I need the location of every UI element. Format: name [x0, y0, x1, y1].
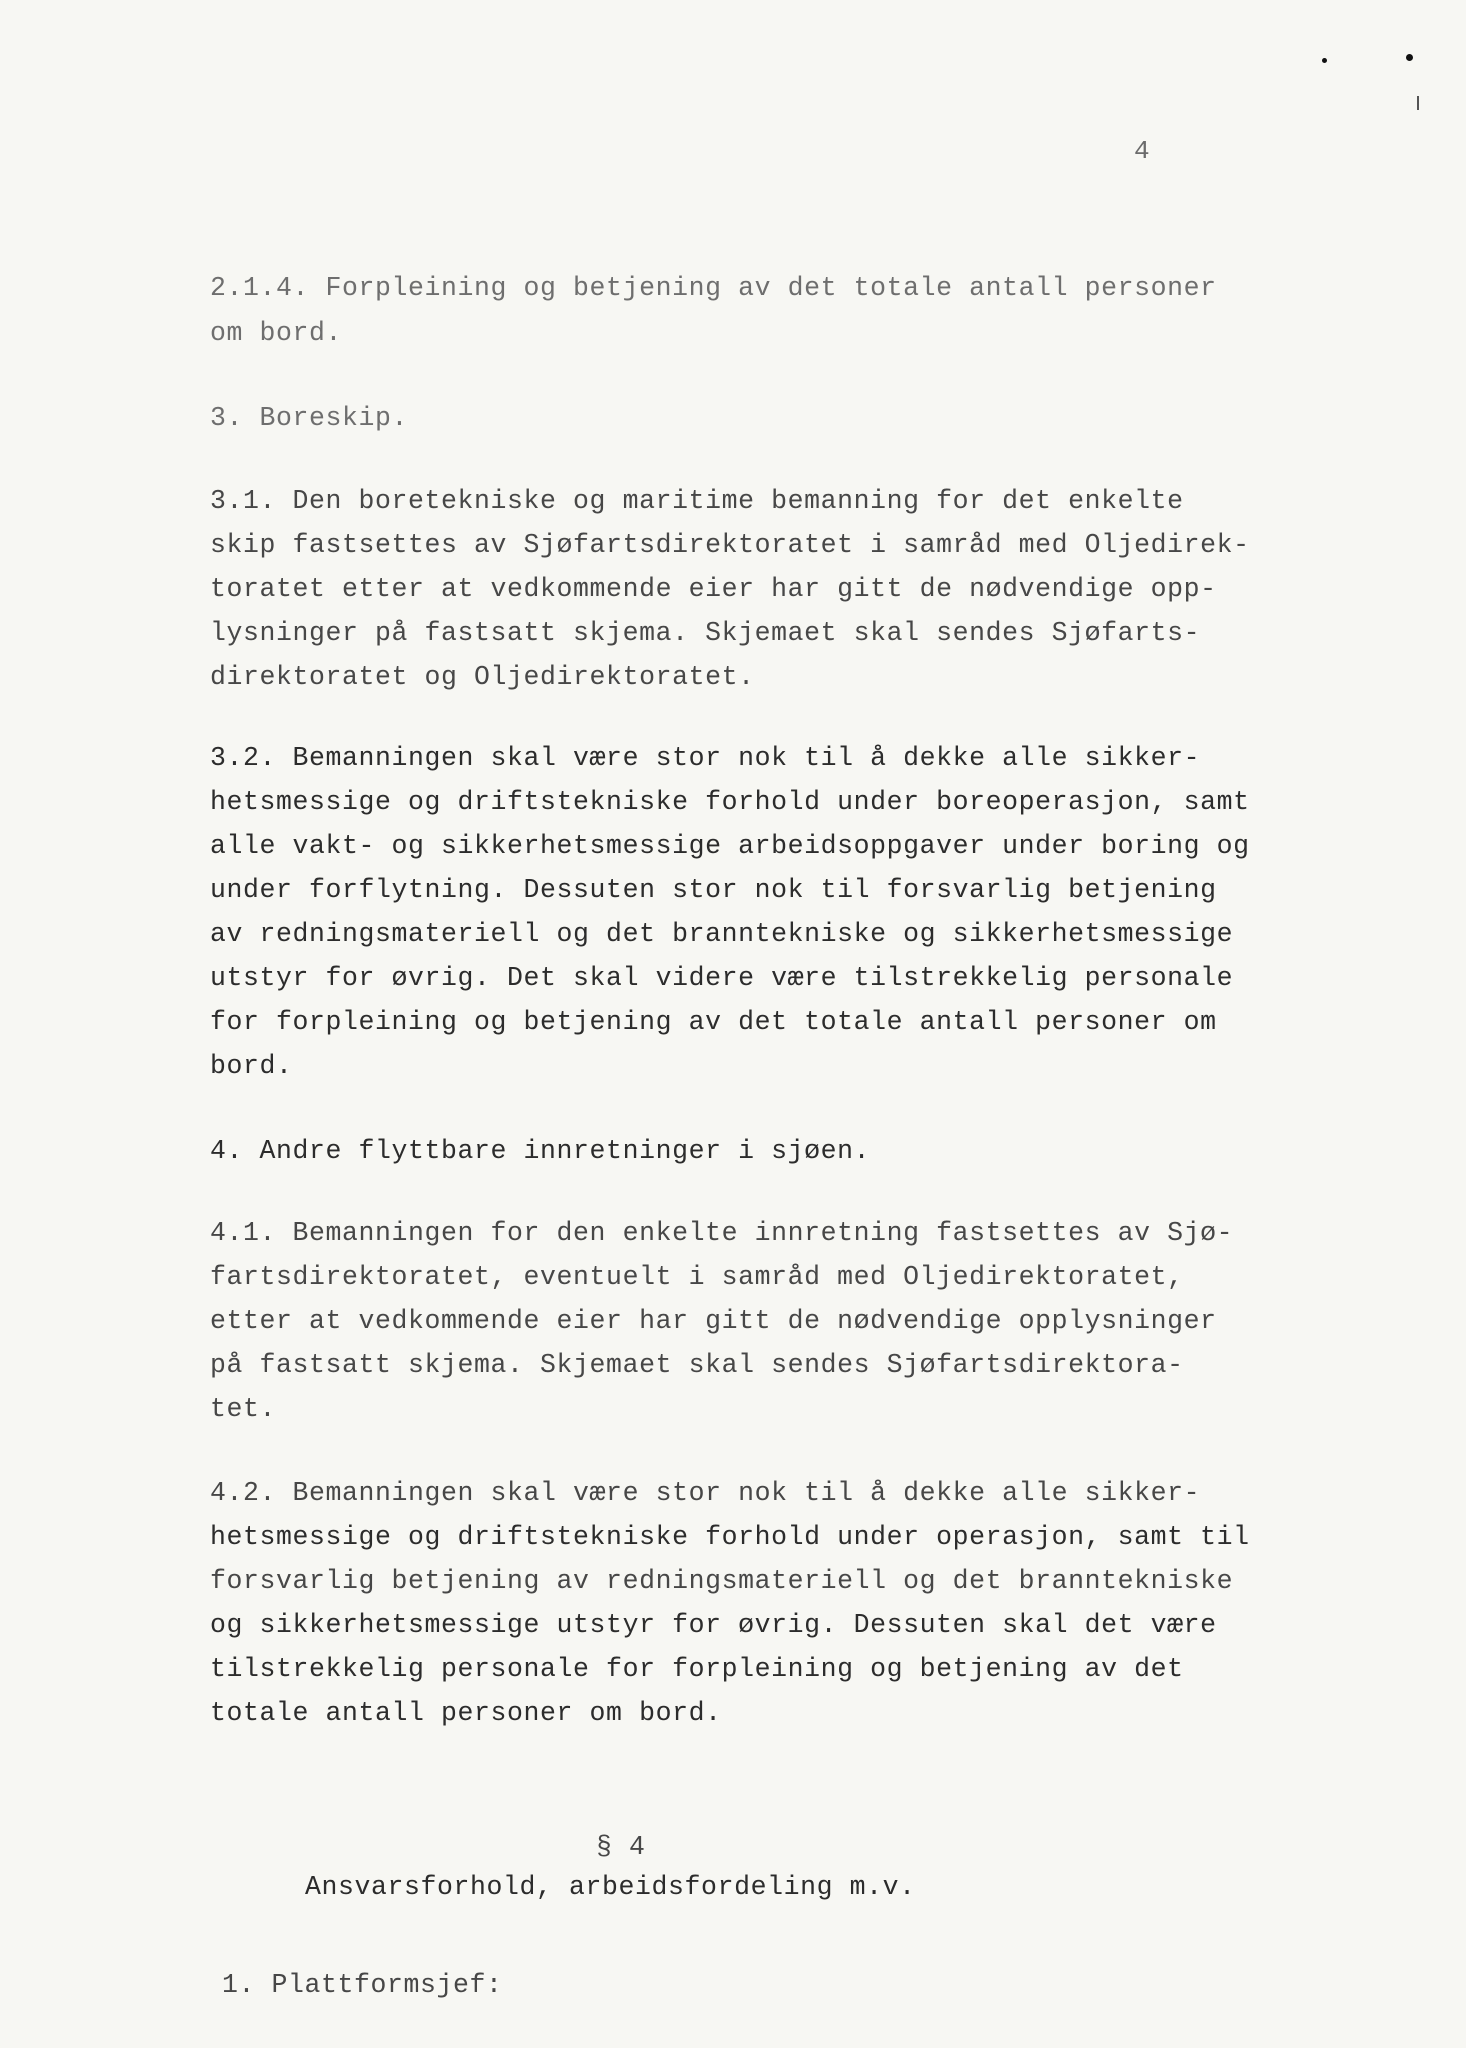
text-line: for forpleining og betjening av det totale antall personer om — [210, 1007, 1217, 1037]
text-line: lysninger på fastsatt skjema. Skjemaet skal sendes Sjøfarts- — [210, 618, 1201, 648]
heading-line: 4. Andre flyttbare innretninger i sjøen. — [210, 1136, 871, 1166]
text-line: 4.2. Bemanningen skal være stor nok til å dekke alle sikker- — [210, 1478, 1201, 1508]
list-item: 1. Plattformsjef: — [222, 1970, 503, 2000]
section-symbol: § 4 — [596, 1832, 646, 1862]
text-line: skip fastsettes av Sjøfartsdirektoratet i samråd med Oljedirek- — [210, 530, 1250, 560]
text-line: 2.1.4. Forpleining og betjening av det totale antall personer — [210, 273, 1217, 303]
text-line: bord. — [210, 1051, 293, 1081]
scan-edge-mark — [1417, 96, 1419, 110]
text-line: toratet etter at vedkommende eier har gitt de nødvendige opp- — [210, 574, 1217, 604]
text-line: alle vakt- og sikkerhetsmessige arbeidsoppgaver under boring og — [210, 831, 1250, 861]
text-line: totale antall personer om bord. — [210, 1698, 722, 1728]
text-line: tet. — [210, 1394, 277, 1424]
heading-line: 3. Boreskip. — [210, 403, 409, 433]
text-line: hetsmessige og driftstekniske forhold under boreoperasjon, samt — [210, 787, 1250, 817]
text-line: forsvarlig betjening av redningsmateriell og det branntekniske — [210, 1566, 1234, 1596]
page-number: 4 — [1134, 136, 1150, 166]
text-line: 4.1. Bemanningen for den enkelte innretning fastsettes av Sjø- — [210, 1218, 1234, 1248]
text-line: under forflytning. Dessuten stor nok til forsvarlig betjening — [210, 875, 1217, 905]
scan-speck-mark — [1406, 54, 1413, 61]
text-line: hetsmessige og driftstekniske forhold under operasjon, samt til — [210, 1522, 1250, 1552]
text-line: tilstrekkelig personale for forpleining og betjening av det — [210, 1654, 1184, 1684]
text-line: av redningsmateriell og det branntekniske og sikkerhetsmessige — [210, 919, 1234, 949]
text-line: direktoratet og Oljedirektoratet. — [210, 662, 755, 692]
text-line: utstyr for øvrig. Det skal videre være tilstrekkelig personale — [210, 963, 1234, 993]
text-line: på fastsatt skjema. Skjemaet skal sendes Sjøfartsdirektora- — [210, 1350, 1184, 1380]
text-line: og sikkerhetsmessige utstyr for øvrig. Dessuten skal det være — [210, 1610, 1217, 1640]
text-line: 3.1. Den boretekniske og maritime bemanning for det enkelte — [210, 486, 1184, 516]
text-line: om bord. — [210, 318, 343, 348]
section-title: Ansvarsforhold, arbeidsfordeling m.v. — [305, 1872, 916, 1902]
scan-speck-mark — [1322, 58, 1327, 63]
text-line: etter at vedkommende eier har gitt de nødvendige opplysninger — [210, 1306, 1217, 1336]
text-line: fartsdirektoratet, eventuelt i samråd med Oljedirektoratet, — [210, 1262, 1184, 1292]
text-line: 3.2. Bemanningen skal være stor nok til å dekke alle sikker- — [210, 743, 1201, 773]
